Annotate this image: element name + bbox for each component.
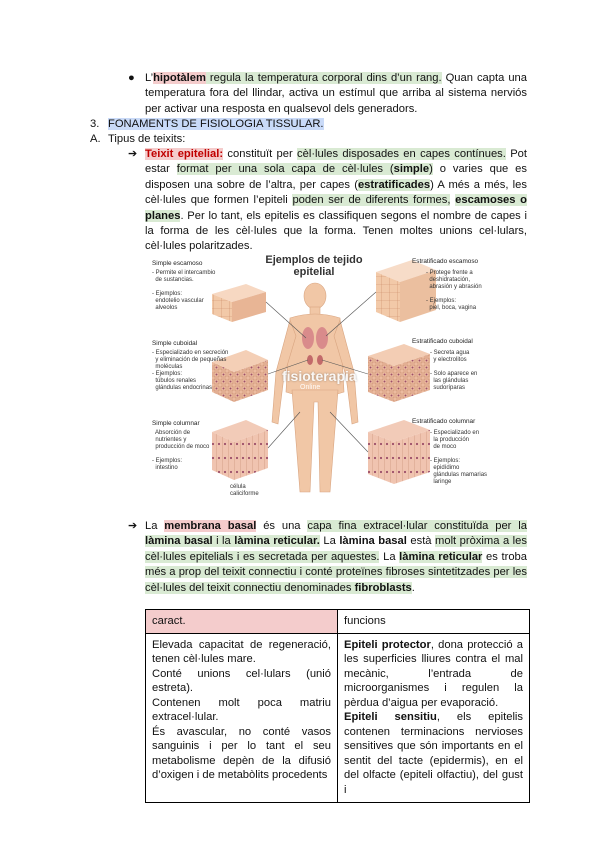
left-1-heading: Simple escamoso [152,260,203,267]
subsection-letter: A. [90,133,101,145]
lung-right [316,327,328,349]
left-2-heading: Simple cuboidal [152,340,198,347]
bullet-symbol: ● [128,72,135,84]
simple-squamous-block [212,284,266,322]
right-1-heading: Estratificado escamoso [412,258,479,265]
stratified-columnar-block [368,420,430,484]
function-item-protector: Epiteli protector, dona protecció a les superficies lliures contra el mal mecànic, l’entrada de microorganismes i regulen la pèrdua d’aigua per evaporació. [344,638,524,709]
left-1-text: - Permite el intercambio de sustancias. - Ejemplos: endotelio vascular alveolos [152,270,216,311]
char-item: És avascular, no conté vasos sanguinis i per lo tant el seu metabolisme depèn de la difusió d’oxigen i de metabòlits procedents [152,725,331,781]
section-title: FONAMENTS DE FISIOLOGIA TISSULAR. [108,118,324,130]
functions-cell [338,633,530,802]
right-2-text: - Secreta agua y electrolitos - Solo aparece en las glándulas sudoríparas [430,350,478,391]
characteristics-cell [146,633,338,802]
right-3-text: - Especializado en la producción de moco - Ejemplos: epidídimo glándulas mamarias laringe [430,430,488,485]
left-2-text: - Especializado en secreción y eliminación de pequeñas moléculas - Ejemplos: túbulos renales glándulas endocrinas [152,350,229,391]
char-item: Elevada capacitat de regeneració, tenen cèl·lules mare. [152,638,331,665]
simple-columnar-block [212,420,268,480]
figure-title: Ejemplos de tejido epitelial [265,254,363,278]
char-item: Contenen molt poca matriu extracel·lular. [152,696,331,723]
lung-left [302,327,314,349]
arrow-bullet-icon: ➔ [128,148,138,160]
function-item-sensitive: Epiteli sensitiu, els epitelis contenen terminacions nervioses sensitives que són importants en el sentit del tacte (epidermis), en el del olfacte (epiteli olfactiu), del gust i [344,711,524,796]
basal-membrane-paragraph: La membrana basal és una capa fina extracel·lular constituïda per la làmina basal i la làmina reticular. La làmina basal està molt pròxima a les cèl·lules epitelials i es secretada per aquestes. La làmina reticular es troba més a prop del teixit connectiu i conté proteïnes fibroses sintetitzades per les cèl·lules del teixit connectiu denominades fibroblasts. [145,520,527,594]
arrow-bullet-icon: ➔ [128,520,138,532]
table-header-functions: funcions [338,610,530,634]
stratified-cuboidal-block [368,344,430,402]
characteristics-functions-table [145,609,530,803]
right-2-heading: Estratificado cuboidal [412,338,473,345]
right-3-heading: Estratificado columnar [412,418,476,425]
char-item: Conté unions cel·lulars (unió estreta). [152,667,331,694]
watermark-sub: Online [300,384,321,391]
goblet-cell-label: célula caliciforme [230,484,259,497]
hypothalamus-paragraph: L’hipotàlem regula la temperatura corporal dins d’un rang. Quan capta una temperatura fora del llindar, activa un estímul que arriba al sistema nerviós per activar una resposta en qualsevol dels generadors. [145,72,527,115]
epithelial-tissue-paragraph: Teixit epitelial: constituït per cèl·lules disposades en capes contínues. Pot estar format per una sola capa de cèl·lules (simple) o varies que es disposen una sobre de l’altra, per capes (estratificades) A més a més, les cèl·lules que formen l’epiteli poden ser de diferents formes, escamoses o planes. Per lo tant, els epitelis es classifiquen segons el nombre de capes i la forma de les cèl·lules que la forma. Tenen moltes unions cel·lulars, cèl·lules polaritzades. [145,148,528,253]
table-header-row [146,610,530,634]
left-3-heading: Simple columnar [152,420,200,427]
table-header-characteristics: caract. [146,610,338,634]
epithelial-tissue-figure [150,252,488,500]
subsection-title: Tipus de teixits: [108,133,186,145]
right-1-text: - Protege frente a deshidratación, abrasión y abrasión - Ejemplos: piel, boca, vagina [426,270,482,311]
watermark-logo: fisioterapia [282,368,357,384]
left-3-text: Absorción de nutrientes y producción de moco - Ejemplos: intestino [152,430,210,471]
table-row [146,633,530,802]
section-number: 3. [90,118,100,130]
